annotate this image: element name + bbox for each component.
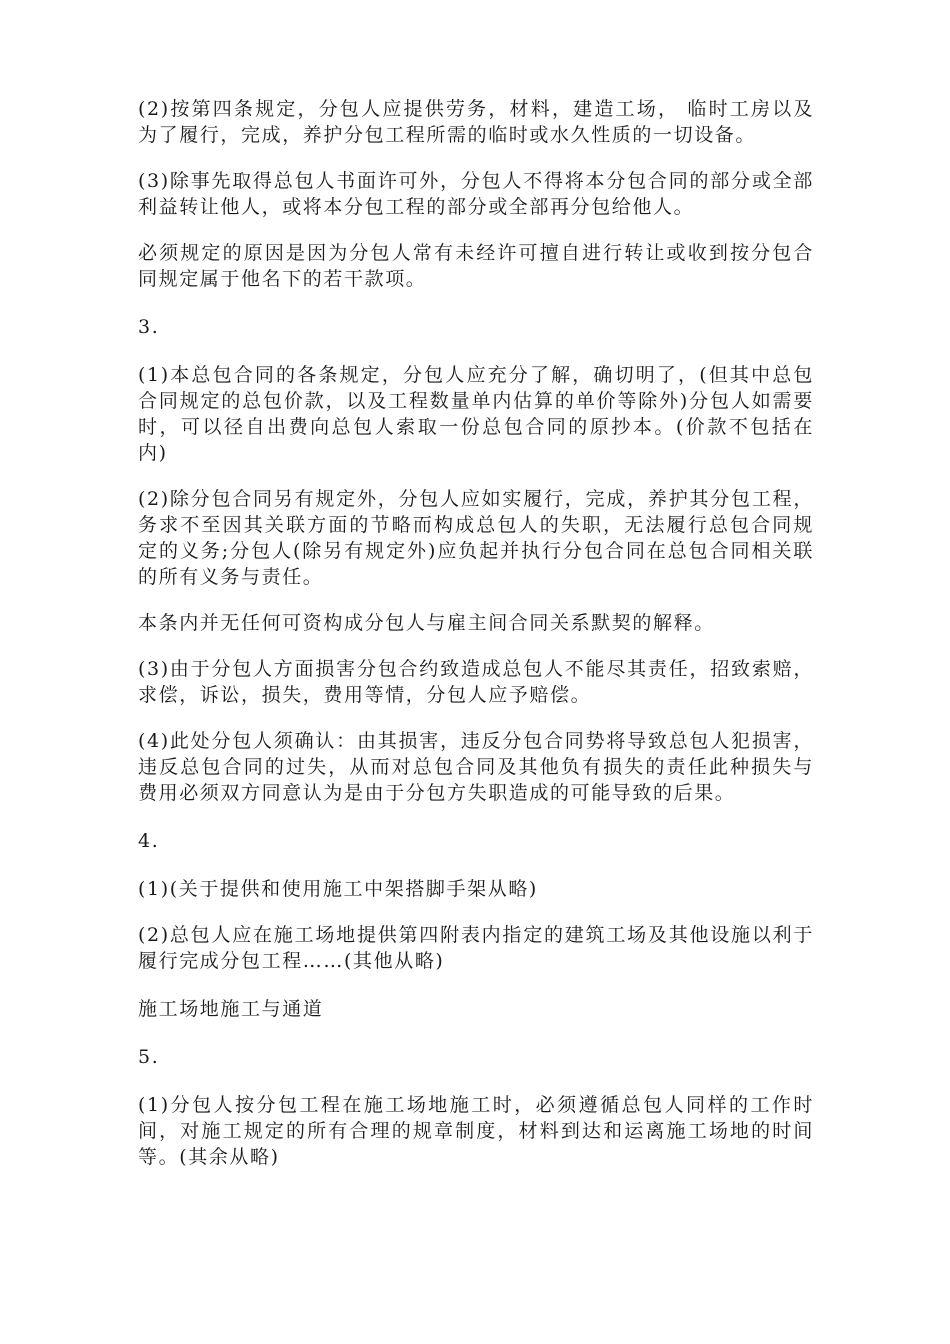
section-number-4: 4.	[138, 830, 160, 852]
section-number-5: 5.	[138, 1046, 160, 1068]
document-body	[138, 96, 814, 1190]
paragraph-4-2: (2)总包人应在施工场地提供第四附表内指定的建筑工场及其他设施以利于履行完成分包工程……(其他从略)	[138, 924, 814, 972]
section-heading-site: 施工场地施工与通道	[138, 998, 324, 1020]
paragraph-3-2: (2)除分包合同另有规定外，分包人应如实履行，完成，养护其分包工程，务求不至因其关联方面的节略而构成总包人的失职，无法履行总包合同规定的义务;分包人(除另有规定外)应负起并执行分包合同在总包合同相关联的所有义务与责任。	[138, 488, 814, 588]
paragraph-3-1: (1)本总包合同的各条规定，分包人应充分了解，确切明了，(但其中总包合同规定的总包价款，以及工程数量单内估算的单价等除外)分包人如需要时，可以径自出费向总包人索取一份总包合同的原抄本。(价款不包括在内)	[138, 364, 814, 464]
paragraph-2-1: (2)按第四条规定，分包人应提供劳务，材料，建造工场， 临时工房以及为了履行，完成，养护分包工程所需的临时或水久性质的一切设备。	[138, 98, 814, 146]
section-number-3: 3.	[138, 316, 160, 338]
paragraph-5-1: (1)分包人按分包工程在施工场地施工时，必须遵循总包人同样的工作时间，对施工规定的所有合理的规章制度，材料到达和运离施工场地的时间等。(其余从略)	[138, 1094, 814, 1168]
paragraph-3-4: (4)此处分包人须确认：由其损害，违反分包合同势将导致总包人犯损害，违反总包合同的过失，从而对总包合同及其他负有损失的责任此种损失与费用必须双方同意认为是由于分包方失职造成的可能导致的后果。	[138, 730, 814, 804]
paragraph-4-1: (1)(关于提供和使用施工中架搭脚手架从略)	[138, 878, 538, 900]
paragraph-2-2: (3)除事先取得总包人书面许可外，分包人不得将本分包合同的部分或全部利益转让他人，或将本分包工程的部分或全部再分包给他人。	[138, 170, 814, 218]
paragraph-3-note: 本条内并无任何可资构成分包人与雇主间合同关系默契的解释。	[138, 612, 715, 634]
paragraph-3-3: (3)由于分包人方面损害分包合约致造成总包人不能尽其责任，招致索赔，求偿，诉讼，损失，费用等情，分包人应予赔偿。	[138, 658, 814, 706]
paragraph-2-note: 必须规定的原因是因为分包人常有未经许可擅自进行转让或收到按分包合同规定属于他名下的若干款项。	[138, 242, 814, 290]
